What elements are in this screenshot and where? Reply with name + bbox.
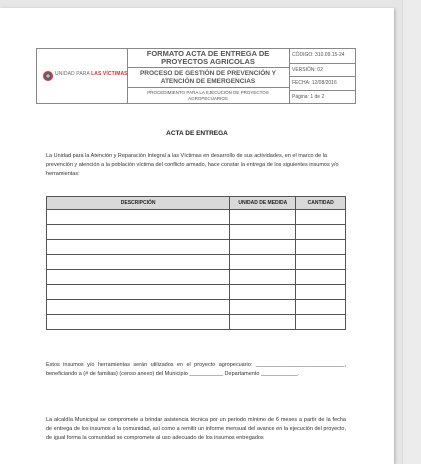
description-cell[interactable] (47, 315, 230, 330)
version-field: VERSIÓN: 02 (289, 63, 355, 77)
unit-cell[interactable] (230, 270, 296, 285)
table-row (47, 210, 346, 225)
unit-cell[interactable] (230, 285, 296, 300)
quantity-cell[interactable] (296, 285, 346, 300)
quantity-cell[interactable] (296, 240, 346, 255)
description-cell[interactable] (47, 225, 230, 240)
quantity-cell[interactable] (296, 255, 346, 270)
table-row (47, 315, 346, 330)
document-header-table (36, 48, 356, 104)
unit-cell[interactable] (230, 210, 296, 225)
logo-cell (37, 49, 128, 103)
vertical-scrollbar[interactable] (402, 0, 421, 464)
table-row (47, 240, 346, 255)
table-row (47, 285, 346, 300)
quantity-cell[interactable] (296, 225, 346, 240)
header-middle (127, 49, 290, 103)
logo-text-brand: LAS VÍCTIMAS (91, 71, 128, 77)
intro-paragraph: La Unidad para la Atención y Reparación Integral a las Víctimas en desarrollo de sus actividades, en el marco de la prevención y atención a la población víctima del conflicto armado, hace constar la entrega de los siguientes insumos y/o herramientas: (46, 153, 339, 177)
supplies-table (46, 196, 346, 330)
act-title: ACTA DE ENTREGA (166, 130, 228, 137)
table-row (47, 255, 346, 270)
form-title: FORMATO ACTA DE ENTREGA DE PROYECTOS AGRICOLAS (127, 49, 289, 68)
header-meta (289, 49, 355, 103)
description-cell[interactable] (47, 240, 230, 255)
procedure-name: PROCEDIMIENTO PARA LA EJECUCIÓN DE PROYECTOS AGROPECUARIOS (147, 90, 269, 101)
table-row (47, 225, 346, 240)
table-row (47, 270, 346, 285)
table-row (47, 300, 346, 315)
quantity-cell[interactable] (296, 270, 346, 285)
page-number-field: Página: 1 de 2 (289, 90, 355, 104)
date-field: FECHA: 12/08/2016 (289, 76, 355, 90)
description-cell[interactable] (47, 285, 230, 300)
table-body (47, 210, 346, 330)
description-cell[interactable] (47, 270, 230, 285)
col-quantity: CANTIDAD (296, 197, 346, 210)
document-page (0, 8, 394, 464)
logo-text (55, 71, 128, 77)
unit-cell[interactable] (230, 240, 296, 255)
quantity-cell[interactable] (296, 210, 346, 225)
process-name: PROCESO DE GESTIÓN DE PREVENCIÓN Y ATENCIÓN DE EMERGENCIAS (127, 68, 289, 88)
quantity-cell[interactable] (296, 300, 346, 315)
commitment-paragraph: La alcaldía Municipal se compromete a brindar asistencia técnica por un periodo mínimo de 6 meses a partir de la fecha de entrega de los insumos a la comunidad, así como a remitir un informe mensual del avance en la ejecución del proyecto, de igual forma la comunidad se compromete al uso adecuado de los insumos entregados (46, 417, 346, 441)
code-field: CÓDIGO: 310.09.15-24 (292, 52, 345, 58)
unit-cell[interactable] (230, 300, 296, 315)
unit-cell[interactable] (230, 225, 296, 240)
description-cell[interactable] (47, 300, 230, 315)
victims-unit-logo-icon (43, 71, 53, 81)
table-header-row (47, 197, 346, 210)
quantity-cell[interactable] (296, 315, 346, 330)
col-unit-of-measure: UNIDAD DE MEDIDA (230, 197, 296, 210)
usage-paragraph: Estos insumos y/o herramientas serán utilizados en el proyecto agropecuario: _____________________________, beneficiando a (# de familias) (censo anexo) del Municipio ___________ Departamento ____________. (46, 362, 346, 377)
unit-cell[interactable] (230, 255, 296, 270)
unit-cell[interactable] (230, 315, 296, 330)
col-description: DESCRIPCIÓN (47, 197, 230, 210)
logo-text-prefix: UNIDAD PARA (55, 71, 90, 77)
description-cell[interactable] (47, 255, 230, 270)
description-cell[interactable] (47, 210, 230, 225)
